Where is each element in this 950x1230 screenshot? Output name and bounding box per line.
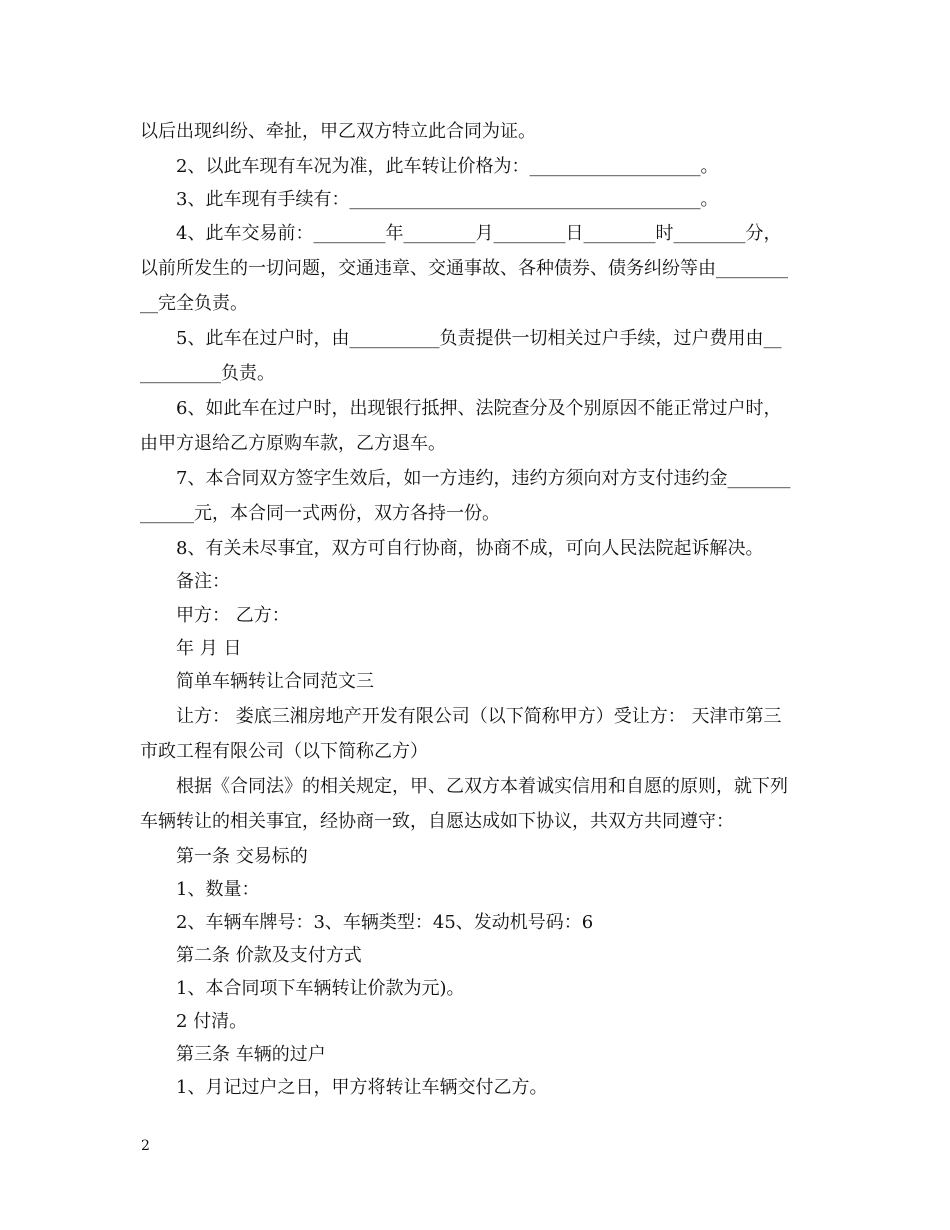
text-line: 1、月记过户之日，甲方将转让车辆交付乙方。 xyxy=(176,1077,548,1098)
text-line: 2、车辆车牌号：3、车辆类型：45、发动机号码：6 xyxy=(176,912,594,933)
text-line: 市政工程有限公司（以下简称乙方） xyxy=(140,741,428,762)
text-line: 由甲方退给乙方原购车款，乙方退车。 xyxy=(140,433,446,454)
text-line: 甲方： 乙方： xyxy=(176,605,290,626)
text-line: 3、此车现有手续有：_______________________________________。 xyxy=(176,189,719,210)
text-line: 8、有关未尽事宜，双方可自行协商，协商不成，可向人民法院起诉解决。 xyxy=(176,538,764,559)
text-line: 2 付清。 xyxy=(176,1011,248,1032)
text-line: 5、此车在过户时，由__________负责提供一切相关过户手续，过户费用由__ xyxy=(176,328,782,349)
text-line: 年 月 日 xyxy=(176,638,242,659)
article-heading: 第三条 车辆的过户 xyxy=(176,1044,326,1065)
section-heading: 简单车辆转让合同范文三 xyxy=(176,671,374,692)
text-line: __完全负责。 xyxy=(140,293,248,314)
text-line: 让方： 娄底三湘房地产开发有限公司（以下简称甲方）受让方： 天津市第三 xyxy=(176,706,782,727)
text-line: 7、本合同双方签字生效后，如一方违约，违约方须向对方支付违约金_______ xyxy=(176,468,791,489)
text-line: 4、此车交易前：________年________月________日________时________分， xyxy=(176,223,782,244)
page-number: 2 xyxy=(141,1138,150,1154)
article-heading: 第一条 交易标的 xyxy=(176,846,308,867)
text-line: 1、本合同项下车辆转让价款为元)。 xyxy=(176,978,465,999)
text-line: 以后出现纠纷、牵扯，甲乙双方特立此合同为证。 xyxy=(140,121,536,142)
text-line: 根据《合同法》的相关规定，甲、乙双方本着诚实信用和自愿的原则，就下列 xyxy=(176,776,788,797)
text-line: 车辆转让的相关事宜，经协商一致，自愿达成如下协议，共双方共同遵守： xyxy=(140,811,734,832)
text-line: 6、如此车在过户时，出现银行抵押、法院查分及个别原因不能正常过户时， xyxy=(176,398,782,419)
text-line: _________负责。 xyxy=(140,363,275,384)
article-heading: 第二条 价款及支付方式 xyxy=(176,945,362,966)
text-line: 以前所发生的一切问题，交通违章、交通事故、各种债券、债务纠纷等由________ xyxy=(140,258,788,279)
text-line: 1、数量： xyxy=(176,879,260,900)
text-line: 备注： xyxy=(176,571,230,592)
text-line: 2、以此车现有车况为准，此车转让价格为：___________________。 xyxy=(176,156,719,177)
text-line: ______元，本合同一式两份，双方各持一份。 xyxy=(140,503,500,524)
